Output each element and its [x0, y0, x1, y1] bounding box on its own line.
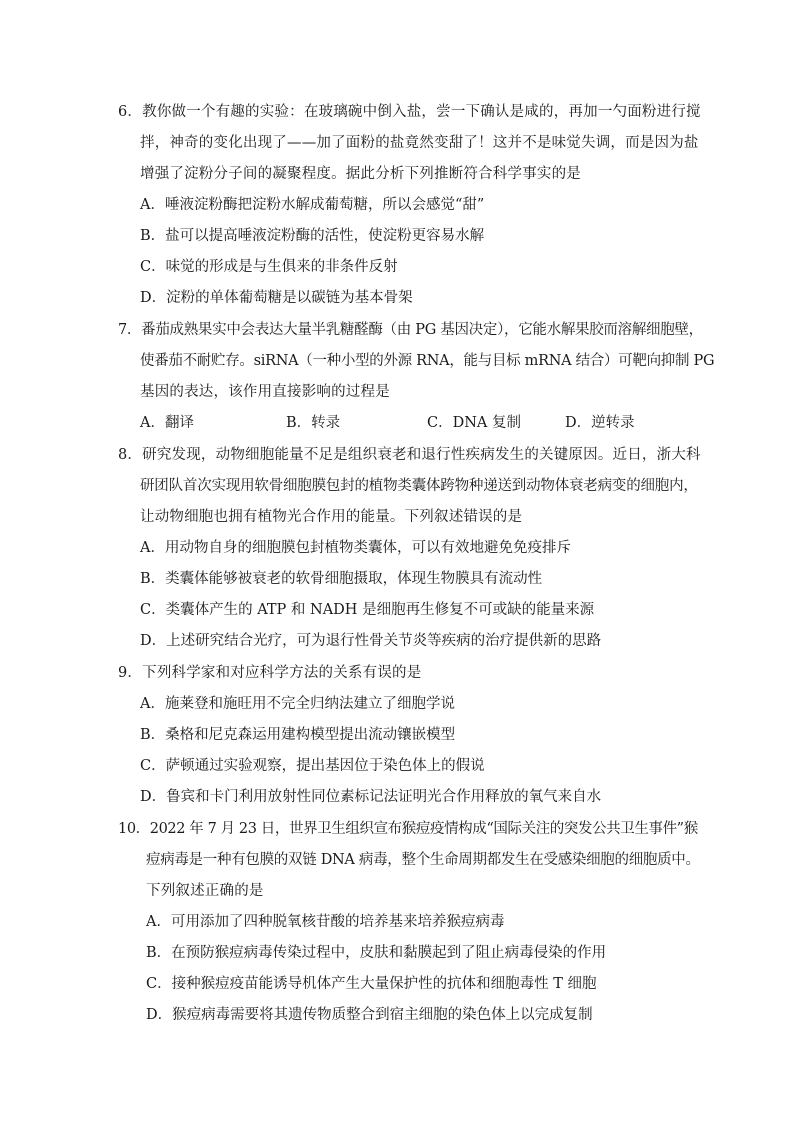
question-8-option-d: D．上述研究结合光疗，可为退行性骨关节炎等疾病的治疗提供新的思路 [140, 633, 602, 649]
question-8-stem-line-3: 让动物细胞也拥有植物光合作用的能量。下列叙述错误的是 [140, 509, 523, 525]
question-6-option-c: C．味觉的形成是与生俱来的非条件反射 [140, 259, 398, 275]
question-7-option-d: D．逆转录 [565, 415, 635, 431]
question-6-option-d: D．淀粉的单体葡萄糖是以碳链为基本骨架 [140, 290, 413, 306]
question-8-stem-line-1: 8．研究发现，动物细胞能量不足是组织衰老和退行性疾病发生的关键原因。近日，浙大科 [118, 447, 701, 463]
question-7-option-b: B．转录 [286, 415, 341, 431]
question-6-option-b: B．盐可以提高唾液淀粉酶的活性，使淀粉更容易水解 [140, 228, 485, 244]
question-10-stem-line-1: 10．2022 年 7 月 23 日，世界卫生组织宣布猴痘疫情构成“国际关注的突发公共卫生事件”猴 [118, 821, 698, 837]
question-7-stem-line-3: 基因的表达，该作用直接影响的过程是 [140, 384, 390, 400]
question-10-option-a: A．可用添加了四种脱氧核苷酸的培养基来培养猴痘病毒 [146, 914, 505, 930]
question-9-option-b: B．桑格和尼克森运用建构模型提出流动镶嵌模型 [140, 727, 456, 743]
question-7-stem-line-2: 使番茄不耐贮存。siRNA（一种小型的外源 RNA，能与目标 mRNA 结合）可靶向抑制 PG [140, 353, 715, 369]
question-9-option-c: C．萨顿通过实验观察，提出基因位于染色体上的假说 [140, 758, 485, 774]
question-10-option-b: B．在预防猴痘病毒传染过程中，皮肤和黏膜起到了阻止病毒侵染的作用 [146, 945, 607, 961]
question-10-stem-line-3: 下列叙述正确的是 [146, 883, 264, 899]
question-7-stem-line-1: 7．番茄成熟果实中会表达大量半乳糖醛酶（由 PG 基因决定），它能水解果胶而溶解细胞壁， [118, 322, 703, 338]
question-8-option-c: C．类囊体产生的 ATP 和 NADH 是细胞再生修复不可或缺的能量来源 [140, 602, 595, 618]
question-8-option-b: B．类囊体能够被衰老的软骨细胞摄取，体现生物膜具有流动性 [140, 571, 543, 587]
question-6-stem-line-3: 增强了淀粉分子间的凝聚程度。据此分析下列推断符合科学事实的是 [140, 166, 581, 182]
question-9-option-a: A．施莱登和施旺用不完全归纳法建立了细胞学说 [140, 696, 455, 712]
question-10-option-c: C．接种猴痘疫苗能诱导机体产生大量保护性的抗体和细胞毒性 T 细胞 [146, 976, 597, 992]
question-6-option-a: A．唾液淀粉酶把淀粉水解成葡萄糖，所以会感觉“甜” [140, 197, 485, 213]
question-8-stem-line-2: 研团队首次实现用软骨细胞膜包封的植物类囊体跨物种递送到动物体衰老病变的细胞内， [140, 478, 698, 494]
question-9-stem-line-1: 9．下列科学家和对应科学方法的关系有误的是 [118, 665, 422, 681]
question-6-stem-line-1: 6．教你做一个有趣的实验：在玻璃碗中倒入盐，尝一下确认是咸的，再加一勺面粉进行搅 [118, 104, 701, 120]
question-10-stem-line-2: 痘病毒是一种有包膜的双链 DNA 病毒，整个生命周期都发生在受感染细胞的细胞质中。 [146, 852, 700, 868]
question-9-option-d: D．鲁宾和卡门利用放射性同位素标记法证明光合作用释放的氧气来自水 [140, 789, 602, 805]
question-6-stem-line-2: 拌，神奇的变化出现了——加了面粉的盐竟然变甜了！这并不是味觉失调，而是因为盐 [140, 135, 699, 151]
question-7-option-c: C．DNA 复制 [427, 415, 521, 431]
question-7-option-a: A．翻译 [140, 415, 194, 431]
question-8-option-a: A．用动物自身的细胞膜包封植物类囊体，可以有效地避免免疫排斥 [140, 540, 571, 556]
question-10-option-d: D．猴痘病毒需要将其遗传物质整合到宿主细胞的染色体上以完成复制 [146, 1007, 593, 1023]
